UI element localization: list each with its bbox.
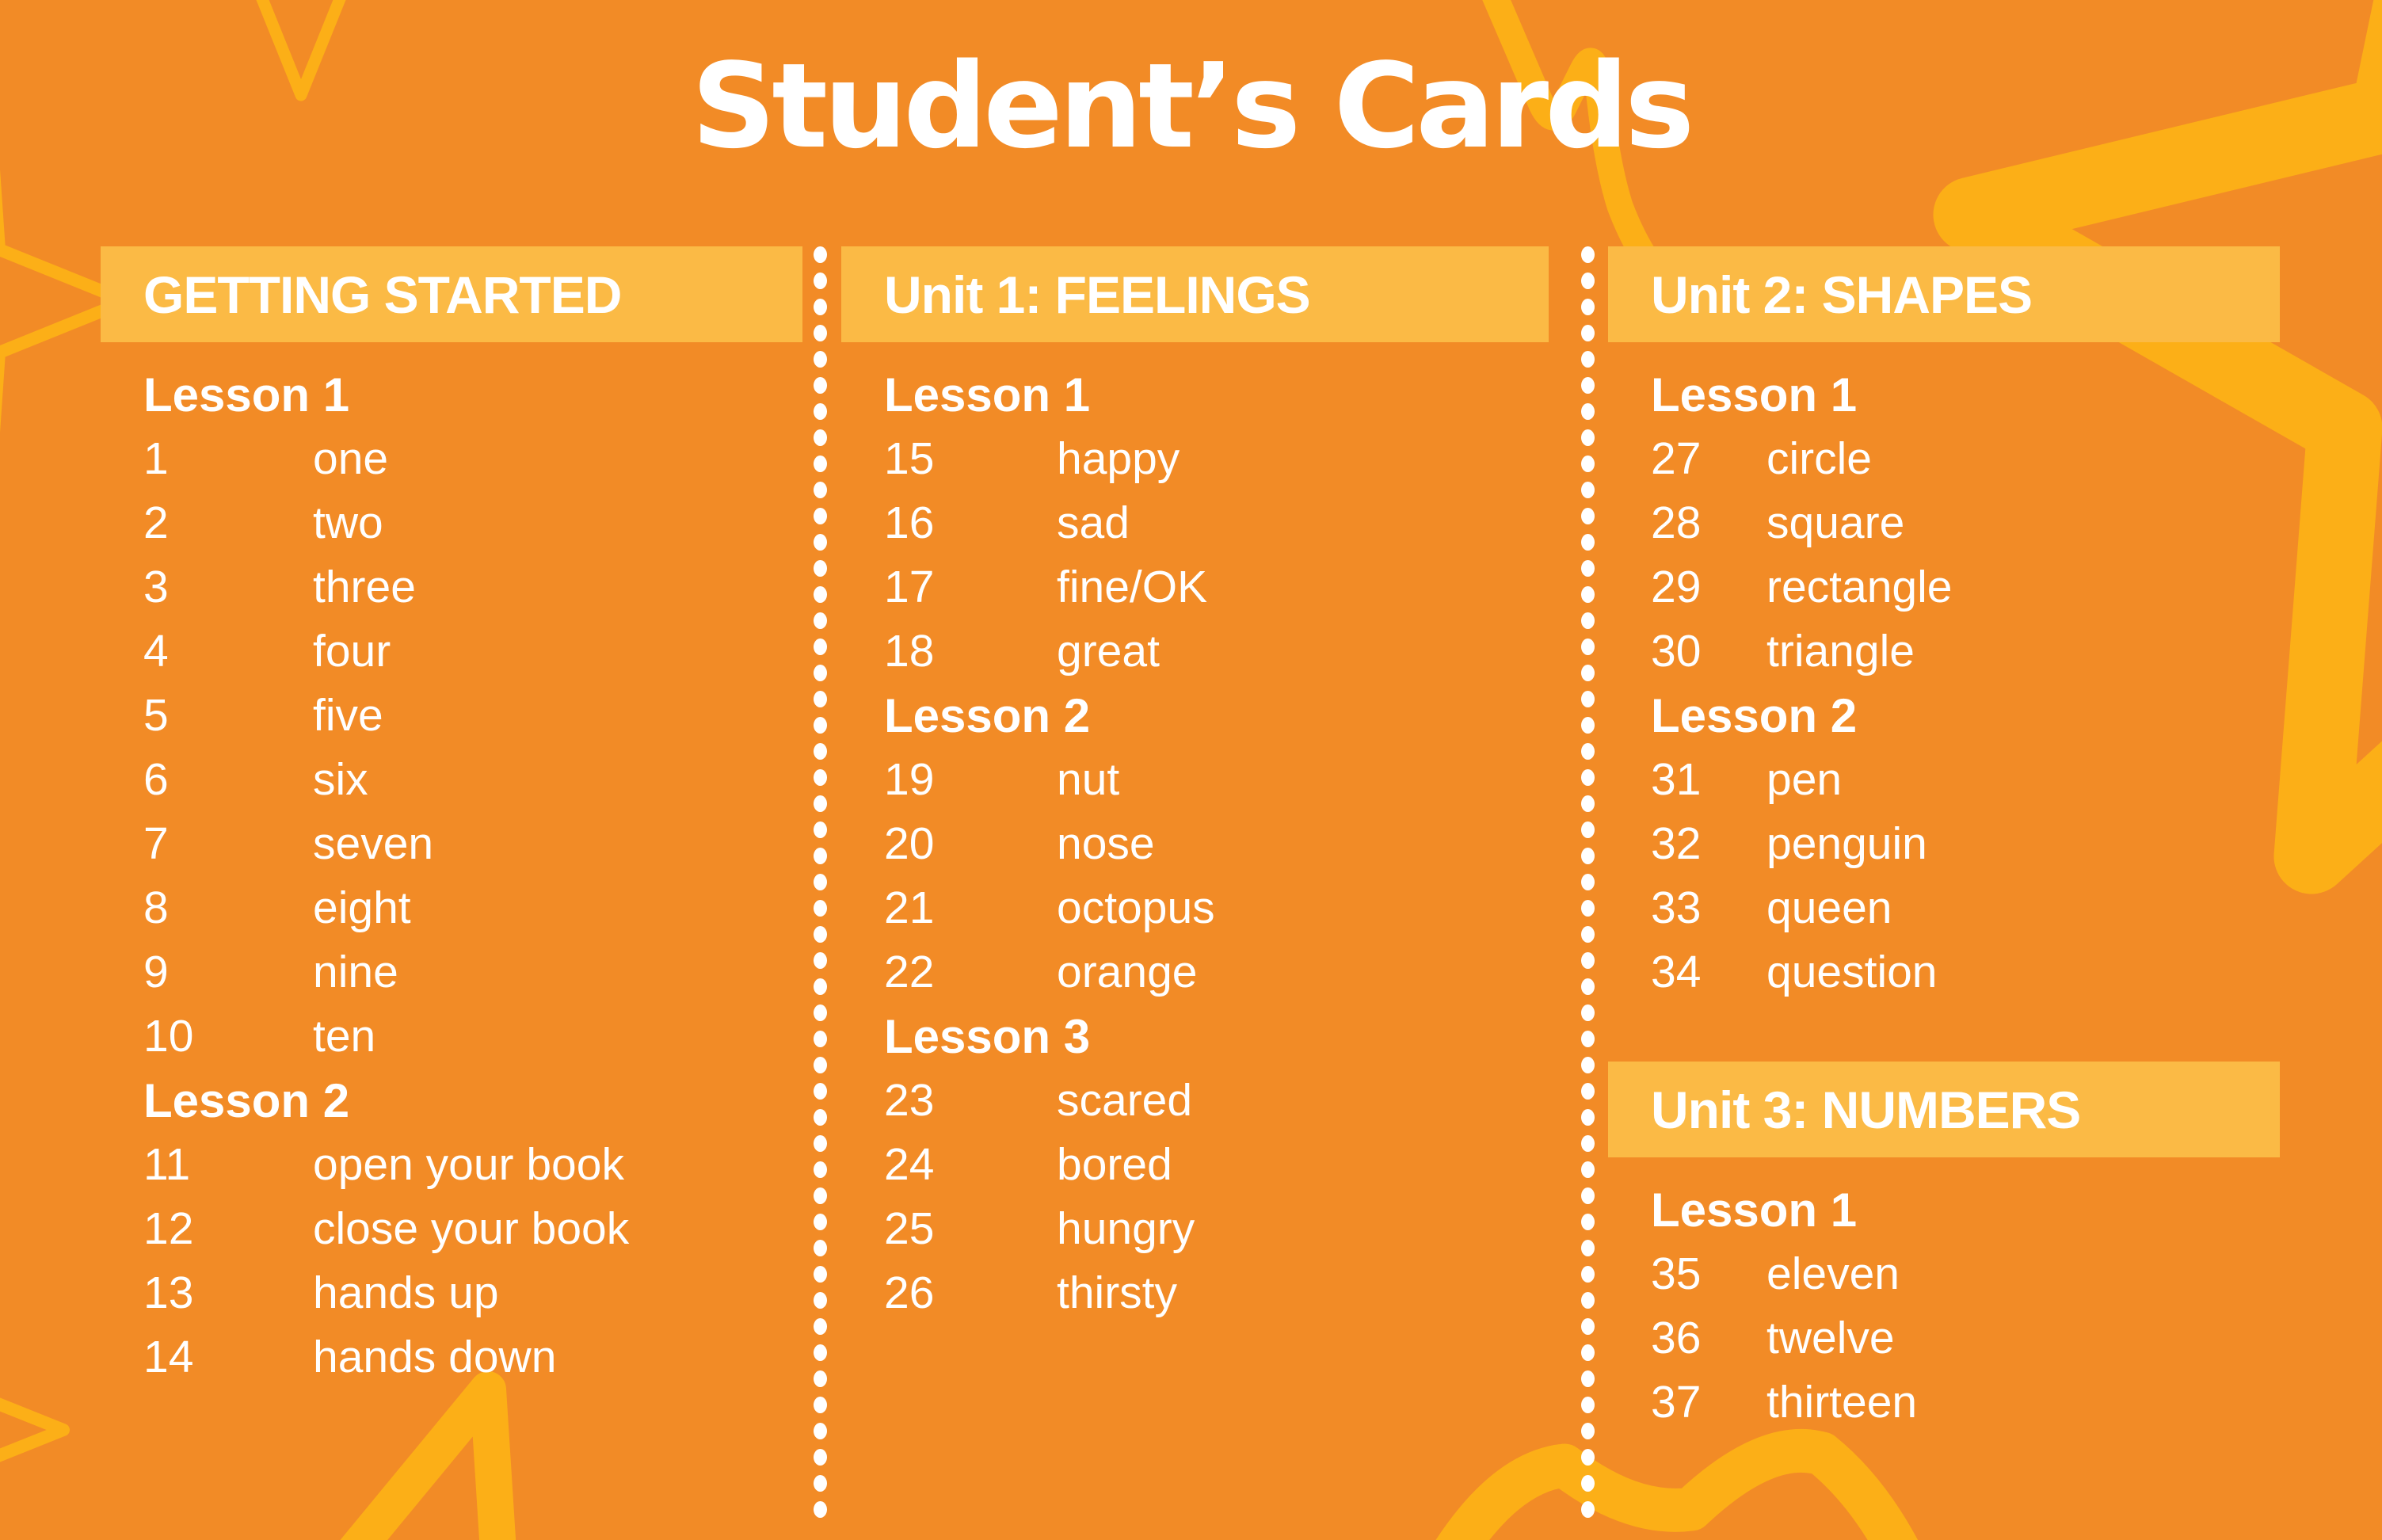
- divider-dot: [814, 273, 827, 289]
- divider-dot: [814, 638, 827, 655]
- divider-dot: [814, 795, 827, 812]
- card-number: 13: [143, 1267, 194, 1318]
- card-number: 8: [143, 882, 169, 933]
- divider-dot: [814, 717, 827, 734]
- divider-dot: [814, 1135, 827, 1152]
- card-number: 34: [1651, 947, 1702, 997]
- unit-header: GETTING STARTED: [101, 246, 802, 342]
- divider-dot: [814, 769, 827, 786]
- divider-dot: [814, 482, 827, 498]
- card-number: 29: [1651, 562, 1702, 612]
- card-word: square: [1766, 497, 1905, 548]
- divider-dot: [814, 1109, 827, 1126]
- divider-dot: [814, 1240, 827, 1256]
- card-number: 11: [143, 1139, 191, 1190]
- card-word: great: [1057, 626, 1160, 677]
- divider-dot: [814, 1214, 827, 1230]
- card-word: bored: [1057, 1139, 1172, 1190]
- divider-dot: [814, 586, 827, 603]
- card-number: 30: [1651, 626, 1702, 677]
- card-entry: [1608, 748, 2280, 812]
- unit-content: [101, 342, 802, 1389]
- card-entry: [841, 940, 1549, 1004]
- unit-header: Unit 2: SHAPES: [1608, 246, 2280, 342]
- divider-dot: [1581, 952, 1595, 969]
- card-word: rectangle: [1766, 562, 1953, 612]
- divider-dot: [1581, 325, 1595, 341]
- column-unit-1-feelings: [841, 246, 1549, 1325]
- card-word: nut: [1057, 754, 1120, 805]
- divider-dot: [1581, 482, 1595, 498]
- lesson-heading: Lesson 1: [884, 368, 1091, 421]
- divider-dot: [1581, 638, 1595, 655]
- card-word: two: [313, 497, 383, 548]
- lesson-heading: Lesson 1: [1651, 1184, 1858, 1237]
- divider-dot: [1581, 586, 1595, 603]
- unit-header: Unit 3: NUMBERS: [1608, 1062, 2280, 1157]
- divider-dot: [814, 246, 827, 263]
- lesson-heading: Lesson 1: [143, 368, 350, 421]
- card-number: 27: [1651, 433, 1702, 484]
- card-number: 36: [1651, 1313, 1702, 1363]
- card-word: five: [313, 690, 383, 741]
- divider-dot: [814, 691, 827, 707]
- divider-dot: [814, 874, 827, 890]
- card-word: queen: [1766, 882, 1892, 933]
- divider-dot: [814, 429, 827, 446]
- card-word: octopus: [1057, 882, 1215, 933]
- card-word: hungry: [1057, 1203, 1195, 1254]
- card-number: 22: [884, 947, 935, 997]
- card-number: 26: [884, 1267, 935, 1318]
- card-number: 5: [143, 690, 169, 741]
- divider-dot: [1581, 691, 1595, 707]
- card-word: penguin: [1766, 818, 1927, 869]
- card-entry: [1608, 427, 2280, 491]
- page-title: Student’s Cards: [691, 38, 1691, 174]
- card-word: hands down: [313, 1332, 557, 1382]
- card-entry: [1608, 940, 2280, 1004]
- divider-dot: [1581, 1187, 1595, 1204]
- card-entry: [841, 876, 1549, 940]
- card-entry: [1608, 812, 2280, 876]
- lesson-heading: Lesson 3: [884, 1010, 1091, 1063]
- card-entry: [101, 684, 802, 748]
- card-entry: [101, 1261, 802, 1325]
- divider-dot: [814, 665, 827, 681]
- card-entry: [1608, 876, 2280, 940]
- divider-dot: [1581, 743, 1595, 760]
- divider-dot: [814, 1292, 827, 1309]
- card-word: orange: [1057, 947, 1198, 997]
- star-outline-bottom-left: [0, 1249, 63, 1540]
- divider-dot: [1581, 377, 1595, 394]
- divider-dot: [1581, 429, 1595, 446]
- card-word: ten: [313, 1011, 376, 1062]
- divider-dot: [814, 1475, 827, 1492]
- card-number: 37: [1651, 1377, 1702, 1428]
- card-word: hands up: [313, 1267, 499, 1318]
- card-number: 35: [1651, 1248, 1702, 1299]
- divider-dot: [1581, 1266, 1595, 1283]
- divider-dot: [814, 351, 827, 368]
- divider-dot: [1581, 665, 1595, 681]
- divider-dot: [814, 1004, 827, 1021]
- card-number: 21: [884, 882, 935, 933]
- divider-dot: [1581, 1292, 1595, 1309]
- card-entry: [841, 619, 1549, 684]
- card-entry: [101, 1325, 802, 1389]
- dotted-divider-right: [1581, 246, 1595, 1527]
- card-entry: [101, 1197, 802, 1261]
- divider-dot: [814, 1423, 827, 1439]
- divider-dot: [1581, 1214, 1595, 1230]
- card-number: 2: [143, 497, 169, 548]
- divider-dot: [1581, 795, 1595, 812]
- divider-dot: [814, 377, 827, 394]
- card-word: twelve: [1766, 1313, 1895, 1363]
- card-entry: [841, 1261, 1549, 1325]
- divider-dot: [814, 1318, 827, 1335]
- star-outline-bottom-right: [1422, 1450, 1925, 1540]
- card-entry: [101, 1004, 802, 1069]
- card-entry: [101, 555, 802, 619]
- card-word: thirsty: [1057, 1267, 1178, 1318]
- divider-dot: [814, 1344, 827, 1361]
- divider-dot: [1581, 848, 1595, 864]
- divider-dot: [814, 952, 827, 969]
- column-unit-2-3: [1608, 246, 2280, 1435]
- unit-content: [841, 342, 1549, 1325]
- divider-dot: [1581, 769, 1595, 786]
- card-word: six: [313, 754, 368, 805]
- unit-content: [1608, 1157, 2280, 1435]
- card-number: 24: [884, 1139, 935, 1190]
- divider-dot: [1581, 299, 1595, 315]
- divider-dot: [1581, 560, 1595, 577]
- divider-dot: [1581, 1083, 1595, 1100]
- card-word: triangle: [1766, 626, 1915, 677]
- card-number: 28: [1651, 497, 1702, 548]
- card-entry: [1608, 1370, 2280, 1435]
- divider-dot: [814, 1161, 827, 1178]
- divider-dot: [814, 403, 827, 420]
- card-number: 14: [143, 1332, 194, 1382]
- card-number: 6: [143, 754, 169, 805]
- divider-dot: [1581, 717, 1595, 734]
- divider-dot: [1581, 1109, 1595, 1126]
- divider-dot: [814, 821, 827, 838]
- star-outline-bottom-center: [0, 1389, 871, 1540]
- card-number: 31: [1651, 754, 1702, 805]
- divider-dot: [814, 612, 827, 629]
- card-word: happy: [1057, 433, 1180, 484]
- card-entry: [1608, 1306, 2280, 1370]
- card-number: 19: [884, 754, 935, 805]
- card-word: fine/OK: [1057, 562, 1208, 612]
- lesson-heading: Lesson 2: [1651, 689, 1858, 742]
- card-entry: [101, 748, 802, 812]
- card-entry: [1608, 555, 2280, 619]
- card-entry: [1608, 619, 2280, 684]
- card-entry: [1608, 491, 2280, 555]
- divider-dot: [1581, 926, 1595, 943]
- divider-dot: [1581, 1449, 1595, 1466]
- card-entry: [841, 1197, 1549, 1261]
- divider-dot: [1581, 403, 1595, 420]
- lesson-heading: Lesson 2: [143, 1074, 350, 1127]
- card-word: pen: [1766, 754, 1843, 805]
- divider-dot: [1581, 1397, 1595, 1413]
- card-number: 10: [143, 1011, 194, 1062]
- lesson-heading: Lesson 1: [1651, 368, 1858, 421]
- divider-dot: [814, 848, 827, 864]
- divider-dot: [814, 1370, 827, 1387]
- card-entry: [101, 876, 802, 940]
- divider-dot: [1581, 246, 1595, 263]
- card-word: thirteen: [1766, 1377, 1918, 1428]
- divider-dot: [1581, 1423, 1595, 1439]
- card-word: one: [313, 433, 389, 484]
- card-word: nose: [1057, 818, 1155, 869]
- divider-dot: [1581, 351, 1595, 368]
- divider-dot: [1581, 1501, 1595, 1518]
- card-entry: [101, 1133, 802, 1197]
- divider-dot: [1581, 874, 1595, 890]
- card-word: question: [1766, 947, 1938, 997]
- divider-dot: [814, 1187, 827, 1204]
- card-word: circle: [1766, 433, 1873, 484]
- divider-dot: [1581, 1161, 1595, 1178]
- card-entry: [841, 1133, 1549, 1197]
- divider-dot: [1581, 821, 1595, 838]
- card-entry: [841, 812, 1549, 876]
- card-entry: [841, 491, 1549, 555]
- divider-dot: [814, 1266, 827, 1283]
- card-number: 18: [884, 626, 935, 677]
- card-number: 1: [143, 433, 169, 484]
- card-word: sad: [1057, 497, 1130, 548]
- divider-dot: [1581, 1318, 1595, 1335]
- divider-dot: [814, 299, 827, 315]
- card-word: four: [313, 626, 391, 677]
- divider-dot: [814, 534, 827, 551]
- divider-dot: [814, 900, 827, 917]
- card-word: scared: [1057, 1075, 1193, 1126]
- divider-dot: [814, 1449, 827, 1466]
- card-number: 15: [884, 433, 935, 484]
- card-entry: [1608, 1242, 2280, 1306]
- card-number: 33: [1651, 882, 1702, 933]
- card-entry: [841, 427, 1549, 491]
- divider-dot: [814, 1031, 827, 1047]
- divider-dot: [814, 743, 827, 760]
- card-entry: [101, 619, 802, 684]
- divider-dot: [1581, 1031, 1595, 1047]
- card-number: 25: [884, 1203, 935, 1254]
- card-entry: [101, 812, 802, 876]
- card-entry: [841, 555, 1549, 619]
- divider-dot: [814, 1057, 827, 1073]
- card-number: 23: [884, 1075, 935, 1126]
- card-number: 12: [143, 1203, 194, 1254]
- divider-dot: [1581, 273, 1595, 289]
- card-number: 17: [884, 562, 935, 612]
- card-number: 3: [143, 562, 169, 612]
- card-number: 4: [143, 626, 169, 677]
- divider-dot: [814, 560, 827, 577]
- divider-dot: [814, 1397, 827, 1413]
- divider-dot: [814, 456, 827, 472]
- divider-dot: [1581, 1370, 1595, 1387]
- card-word: seven: [313, 818, 434, 869]
- card-word: open your book: [313, 1139, 624, 1190]
- divider-dot: [814, 508, 827, 524]
- card-number: 20: [884, 818, 935, 869]
- divider-dot: [1581, 612, 1595, 629]
- divider-dot: [1581, 978, 1595, 995]
- divider-dot: [1581, 508, 1595, 524]
- card-entry: [101, 427, 802, 491]
- card-entry: [841, 748, 1549, 812]
- lesson-heading: Lesson 2: [884, 689, 1091, 742]
- card-word: nine: [313, 947, 398, 997]
- card-word: three: [313, 562, 416, 612]
- divider-dot: [814, 1501, 827, 1518]
- divider-dot: [1581, 900, 1595, 917]
- divider-dot: [1581, 1004, 1595, 1021]
- divider-dot: [814, 978, 827, 995]
- card-entry: [101, 940, 802, 1004]
- divider-dot: [1581, 1135, 1595, 1152]
- card-entry: [101, 491, 802, 555]
- unit-header: Unit 1: FEELINGS: [841, 246, 1549, 342]
- card-number: 32: [1651, 818, 1702, 869]
- divider-dot: [1581, 1240, 1595, 1256]
- dotted-divider-left: [814, 246, 827, 1527]
- unit-content: [1608, 342, 2280, 1004]
- divider-dot: [814, 325, 827, 341]
- divider-dot: [1581, 1057, 1595, 1073]
- divider-dot: [1581, 1344, 1595, 1361]
- column-getting-started: [101, 246, 802, 1389]
- card-word: close your book: [313, 1203, 630, 1254]
- card-entry: [841, 1069, 1549, 1133]
- card-number: 7: [143, 818, 169, 869]
- card-number: 16: [884, 497, 935, 548]
- divider-dot: [814, 926, 827, 943]
- divider-dot: [1581, 1475, 1595, 1492]
- card-word: eleven: [1766, 1248, 1900, 1299]
- divider-dot: [1581, 456, 1595, 472]
- card-number: 9: [143, 947, 169, 997]
- divider-dot: [1581, 534, 1595, 551]
- card-word: eight: [313, 882, 411, 933]
- divider-dot: [814, 1083, 827, 1100]
